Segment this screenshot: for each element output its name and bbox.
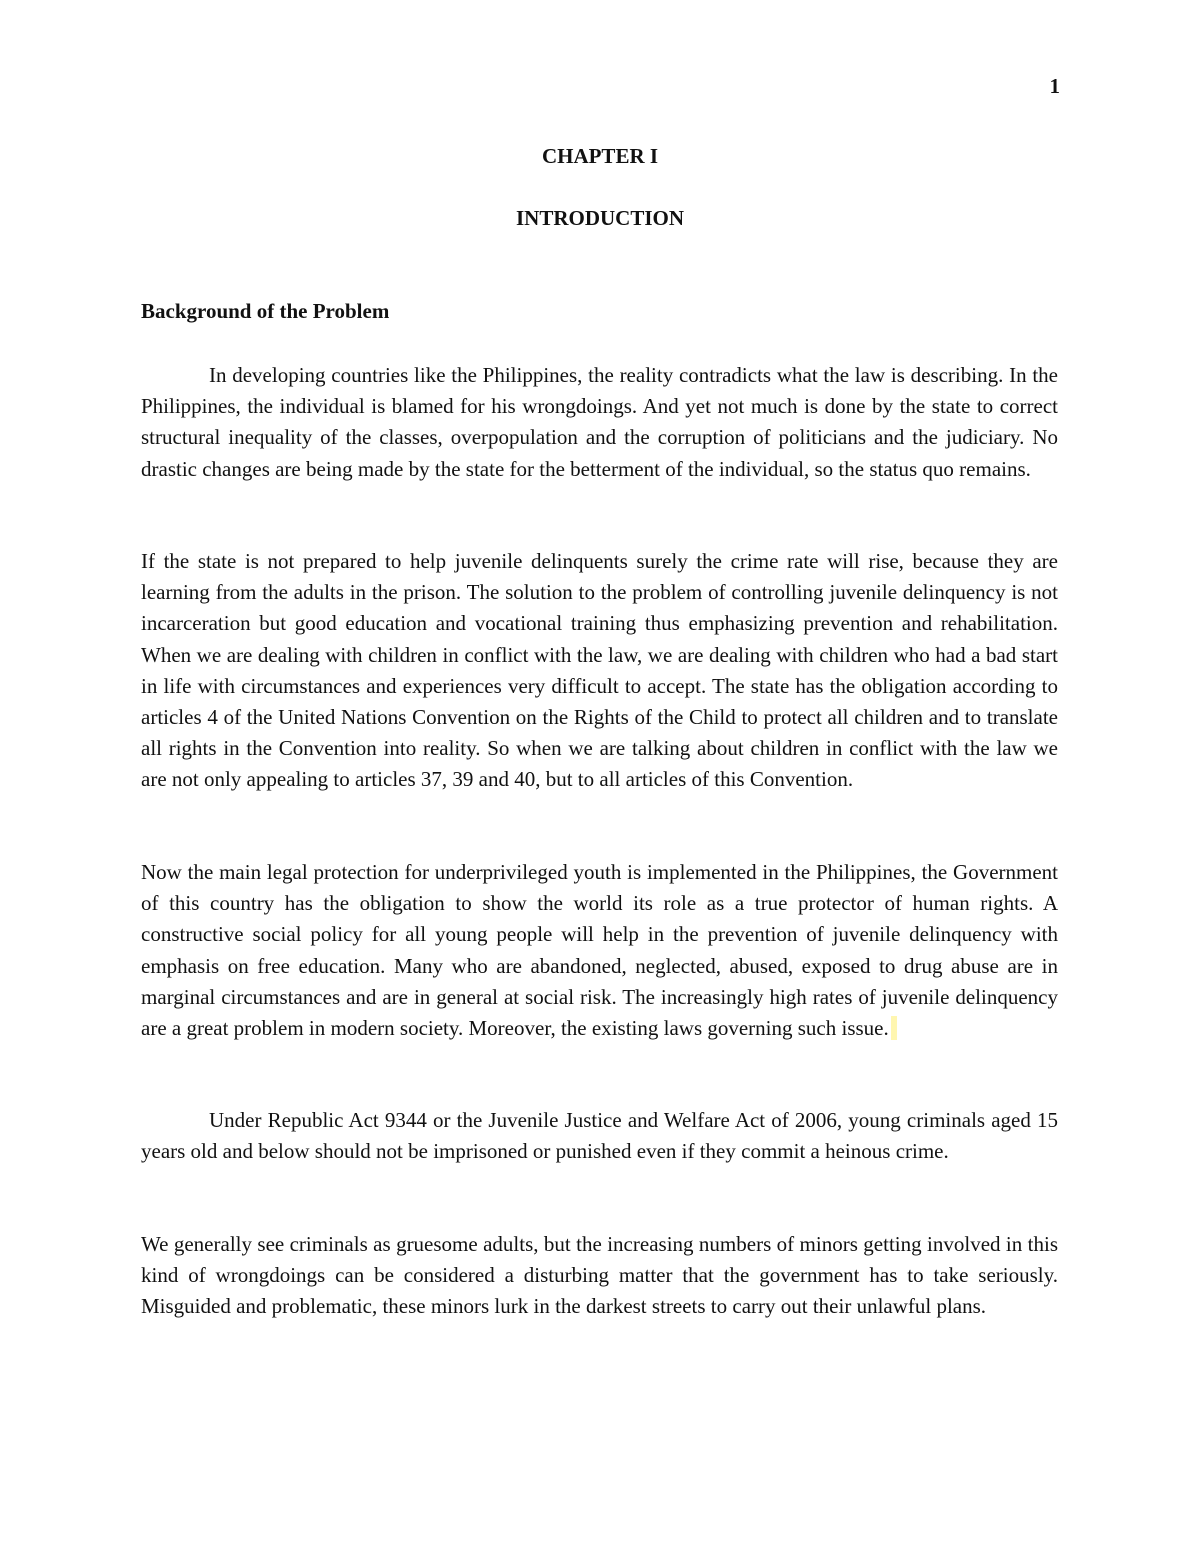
text-cursor-highlight	[891, 1016, 897, 1040]
paragraph-4: Under Republic Act 9344 or the Juvenile Justice and Welfare Act of 2006, young criminals aged 15 years old and below should not be imprisoned or punished even if they commit a heinous crime.	[141, 1108, 1058, 1164]
page-number: 1	[1049, 74, 1060, 98]
chapter-label: CHAPTER I	[541, 144, 659, 168]
chapter-title: INTRODUCTION	[515, 206, 685, 230]
paragraph-1: In developing countries like the Philippines, the reality contradicts what the law is describing. In the Philippines, the individual is blamed for his wrongdoings. And yet not much is done by the state to correct structural inequality of the classes, overpopulation and the corruption of politicians and the judiciary. No drastic changes are being made by the state for the betterment of the individual, so the status quo remains.	[141, 363, 1058, 481]
section-heading: Background of the Problem	[141, 299, 390, 323]
paragraph-3-text: Now the main legal protection for underprivileged youth is implemented in the Philippines, the Government of this country has the obligation to show the world its role as a true protector of human rights. A constructive social policy for all young people will help in the prevention of juvenile delinquency with emphasis on free education. Many who are abandoned, neglected, abused, exposed to drug abuse are in marginal circumstances and are in general at social risk. The increasingly high rates of juvenile delinquency are a great problem in modern society. Moreover, the existing laws governing such issue.	[141, 860, 1058, 1041]
paragraph-2: If the state is not prepared to help juvenile delinquents surely the crime rate will rise, because they are learning from the adults in the prison. The solution to the problem of controlling juvenile delinquency is not incarceration but good education and vocational training thus emphasizing prevention and rehabilitation. When we are dealing with children in conflict with the law, we are dealing with children who had a bad start in life with circumstances and experiences very difficult to accept. The state has the obligation according to articles 4 of the United Nations Convention on the Rights of the Child to protect all children and to translate all rights in the Convention into reality. So when we are talking about children in conflict with the law we are not only appealing to articles 37, 39 and 40, but to all articles of this Convention.	[141, 549, 1058, 792]
paragraph-3	[141, 857, 1058, 1044]
paragraph-5: We generally see criminals as gruesome adults, but the increasing numbers of minors getting involved in this kind of wrongdoings can be considered a disturbing matter that the government has to take seriously. Misguided and problematic, these minors lurk in the darkest streets to carry out their unlawful plans.	[141, 1232, 1058, 1319]
